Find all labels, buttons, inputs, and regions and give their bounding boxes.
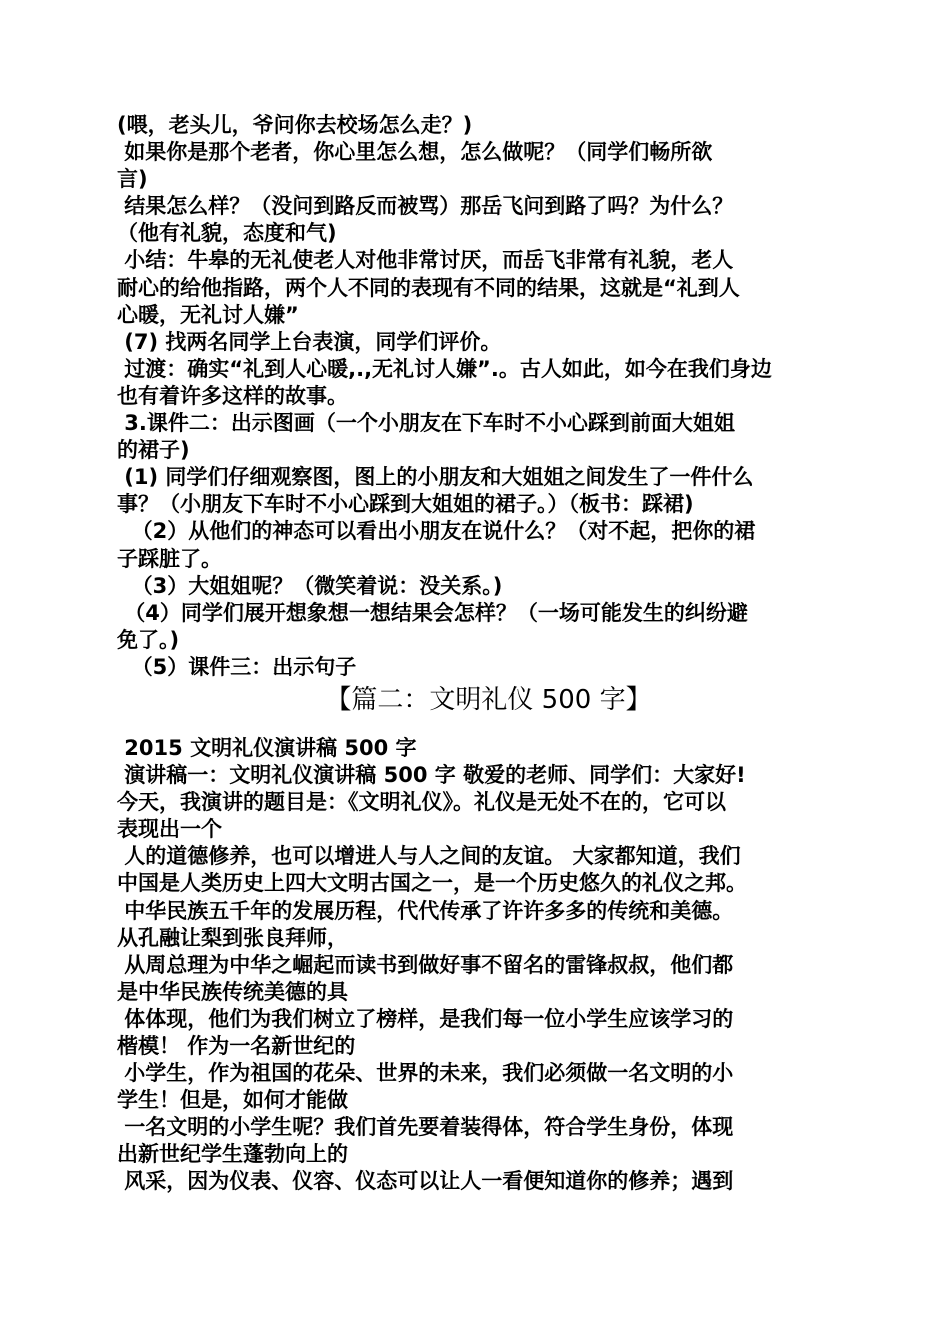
text-line: 小结：牛皋的无礼使老人对他非常讨厌，而岳飞非常有礼貌，老人 xyxy=(117,248,734,273)
text-line: （他有礼貌，态度和气) xyxy=(117,221,337,246)
text-line: 3.课件二：出示图画（一个小朋友在下车时不小心踩到前面大姐姐 xyxy=(117,411,735,436)
text-line: 言) xyxy=(117,167,148,192)
text-line: （2）从他们的神态可以看出小朋友在说什么？（对不起，把你的裙 xyxy=(117,519,756,544)
text-line: （5）课件三：出示句子 xyxy=(117,654,357,679)
text-line: 从孔融让梨到张良拜师， xyxy=(117,925,348,950)
text-line: 小学生，作为祖国的花朵、世界的未来，我们必须做一名文明的小 xyxy=(117,1061,734,1086)
text-line: 从周总理为中华之崛起而读书到做好事不留名的雷锋叔叔，他们都 xyxy=(117,952,734,977)
text-line: 耐心的给他指路，两个人不同的表现有不同的结果，这就是“礼到人 xyxy=(117,275,740,300)
text-line: （4）同学们展开想象想一想结果会怎样？（一场可能发生的纠纷避 xyxy=(117,600,748,625)
text-line: 一名文明的小学生呢？我们首先要着装得体，符合学生身份，体现 xyxy=(117,1115,734,1140)
text-line: (喂，老头儿，爷问你去校场怎么走？) xyxy=(117,113,473,137)
text-line: 体体现，他们为我们树立了榜样，是我们每一位小学生应该学习的 xyxy=(117,1006,734,1031)
text-line: 学生！但是，如何才能做 xyxy=(117,1088,348,1113)
text-line: 人的道德修养，也可以增进人与人之间的友谊。 大家都知道，我们 xyxy=(117,844,741,869)
text-line: 2015 文明礼仪演讲稿 500 字 xyxy=(117,735,417,760)
text-line: 如果你是那个老者，你心里怎么想，怎么做呢？（同学们畅所欲 xyxy=(117,140,713,165)
text-line: 是中华民族传统美德的具 xyxy=(117,979,348,1004)
text-line: 中华民族五千年的发展历程，代代传承了许许多多的传统和美德。 xyxy=(117,898,734,923)
text-line: 结果怎么样？（没问到路反而被骂）那岳飞问到路了吗？为什么？ xyxy=(117,194,734,219)
text-line: （3）大姐姐呢？（微笑着说：没关系。) xyxy=(117,573,503,598)
text-line: (1) 同学们仔细观察图，图上的小朋友和大姐姐之间发生了一件什么 xyxy=(117,465,754,490)
text-line: 过渡：确实“礼到人心暖,.,无礼讨人嫌”.。古人如此，如今在我们身边 xyxy=(117,356,772,381)
text-line: 风采，因为仪表、仪容、仪态可以让人一看便知道你的修养；遇到 xyxy=(117,1169,734,1194)
text-line: 子踩脏了。 xyxy=(117,546,222,571)
text-line: 心暖，无礼讨人嫌” xyxy=(117,302,299,327)
text-line: 免了。) xyxy=(117,627,180,652)
text-line: 事？（小朋友下车时不小心踩到大姐姐的裙子。）（板书：踩裙) xyxy=(117,492,694,517)
text-line: 也有着许多这样的故事。 xyxy=(117,383,348,408)
text-line: 中国是人类历史上四大文明古国之一，是一个历史悠久的礼仪之邦。 xyxy=(117,871,747,896)
section-heading: 【篇二：文明礼仪 500 字】 xyxy=(325,684,652,715)
text-block-part1 xyxy=(117,112,840,681)
text-line: 出新世纪学生蓬勃向上的 xyxy=(117,1142,348,1167)
text-line: (7) 找两名同学上台表演，同学们评价。 xyxy=(117,329,502,354)
text-block-part2 xyxy=(117,735,840,1196)
text-line: 楷模！ 作为一名新世纪的 xyxy=(117,1034,356,1058)
text-line: 的裙子) xyxy=(117,438,190,463)
text-line: 表现出一个 xyxy=(117,817,222,842)
text-line: 演讲稿一：文明礼仪演讲稿 500 字 敬爱的老师、同学们：大家好! xyxy=(117,763,746,788)
text-line: 今天，我演讲的题目是：《文明礼仪》。礼仪是无处不在的，它可以 xyxy=(117,790,726,815)
